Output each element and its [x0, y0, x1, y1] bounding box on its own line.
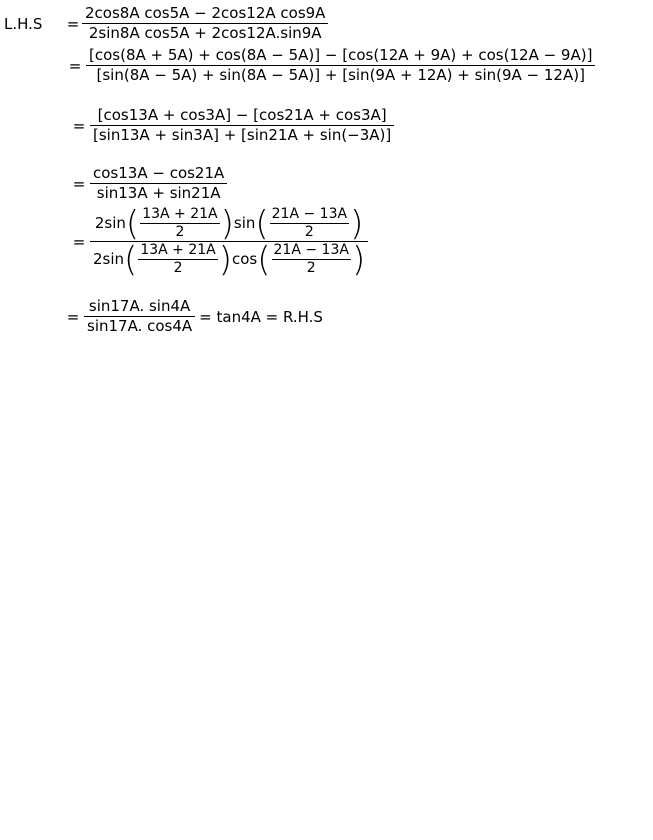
fraction [82, 4, 328, 43]
numerator: cos13A − cos21A [93, 164, 225, 182]
sin-label: 2sin [93, 250, 125, 268]
step-3 [68, 106, 394, 145]
diff-numerator: 21A − 13A [273, 242, 349, 258]
equals-sign: = [68, 56, 82, 75]
denominator: sin13A + sin21A [96, 184, 221, 202]
fraction [90, 164, 227, 203]
right-paren: ) [218, 239, 232, 280]
diff-numerator: 21A − 13A [271, 206, 348, 222]
numerator: sin17A. sin4A [88, 297, 191, 315]
step-2 [64, 46, 595, 85]
half-denominator: 2 [304, 224, 314, 240]
equals-sign: = [72, 174, 86, 193]
sin-label: sin [233, 214, 256, 232]
equals-sign: = [72, 116, 86, 135]
numerator: 2cos8A cos5A − 2cos12A cos9A [85, 4, 326, 22]
numerator: [cos13A + cos3A] − [cos21A + cos3A] [97, 106, 387, 124]
left-paren: ( [125, 203, 140, 244]
half-sum-fraction [140, 206, 219, 241]
sum-numerator: 13A + 21A [142, 206, 218, 222]
denominator: [sin(8A − 5A) + sin(8A − 5A)] + [sin(9A + 12A) + sin(9A − 12A)] [96, 66, 585, 84]
left-paren: ( [255, 203, 269, 244]
equals-sign: = [66, 14, 80, 33]
half-denominator: 2 [306, 260, 316, 276]
left-paren: ( [257, 239, 271, 280]
sin-label: 2sin [94, 214, 126, 232]
numerator [92, 203, 366, 244]
fraction [84, 297, 195, 336]
numerator: [cos(8A + 5A) + cos(8A − 5A)] − [cos(12A + 9A) + cos(12A − 9A)] [89, 46, 593, 64]
cos-label: cos [232, 250, 258, 268]
step-1 [0, 4, 328, 43]
step-4 [68, 164, 227, 203]
half-denominator: 2 [175, 224, 185, 240]
denominator: sin17A. cos4A [87, 317, 193, 335]
left-paren: ( [124, 239, 138, 280]
sum-numerator: 13A + 21A [140, 242, 216, 258]
denominator [90, 239, 368, 280]
half-diff-fraction [270, 206, 349, 241]
equals-sign: = [66, 307, 80, 326]
denominator: 2sin8A cos5A + 2cos12A.sin9A [88, 24, 322, 42]
right-paren: ) [220, 203, 234, 244]
lhs-label: L.H.S [4, 14, 43, 33]
step-5 [68, 203, 368, 280]
fraction [86, 46, 595, 85]
right-paren: ) [351, 239, 366, 280]
fraction [90, 203, 368, 280]
final-result: = tan4A = R.H.S [199, 307, 323, 326]
fraction [90, 106, 394, 145]
half-denominator: 2 [173, 260, 183, 276]
denominator: [sin13A + sin3A] + [sin21A + sin(−3A)] [93, 126, 392, 144]
equals-sign: = [72, 232, 86, 251]
half-diff-fraction [272, 242, 351, 277]
step-6 [62, 297, 323, 336]
right-paren: ) [350, 203, 364, 244]
half-sum-fraction [138, 242, 217, 277]
